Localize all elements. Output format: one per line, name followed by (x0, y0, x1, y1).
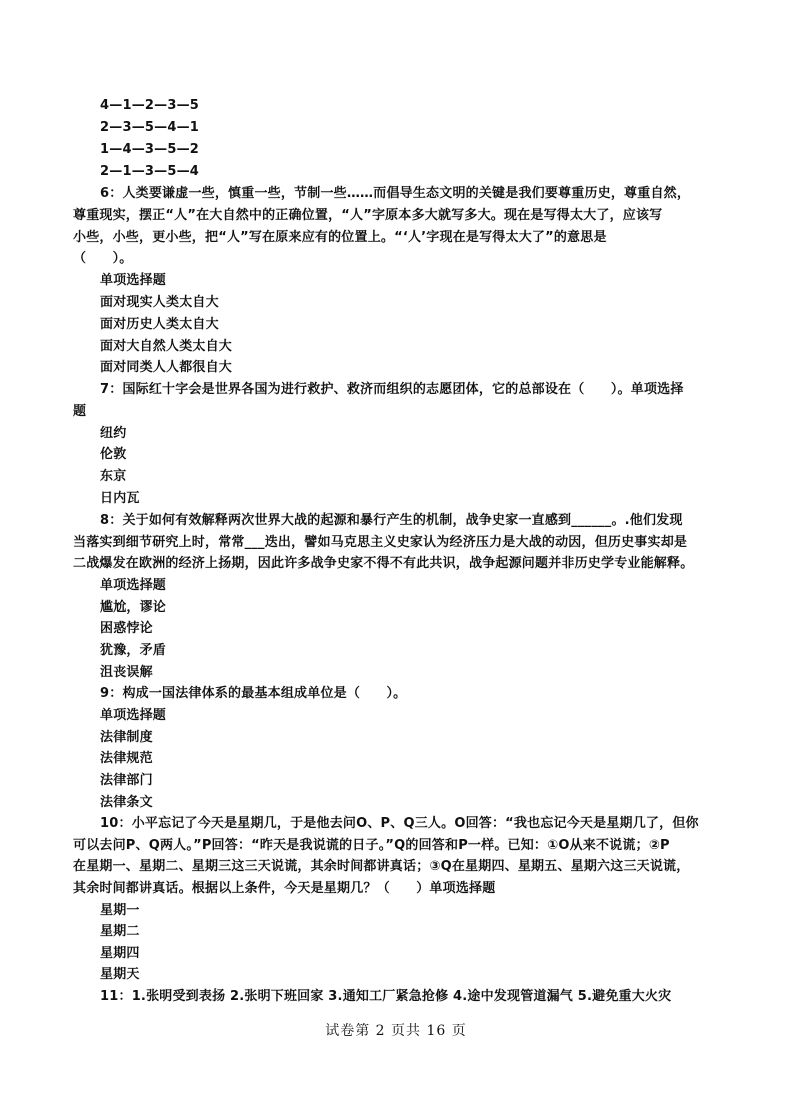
q7-text-line-1: 7：国际红十字会是世界各国为进行救护、救济而组织的志愿团体，它的总部设在（ ）。单项选择 (100, 382, 684, 397)
q7-option-c: 东京 (100, 469, 127, 484)
q8-option-b: 困惑悖论 (100, 621, 153, 636)
q7-text-line-2: 题 (73, 404, 87, 419)
q7-option-a: 纽约 (100, 426, 127, 441)
q9-type: 单项选择题 (100, 708, 167, 723)
q6-text-line-4: （ ）。 (73, 251, 133, 266)
q9-option-b: 法律规范 (100, 751, 153, 766)
q8-text-line-1: 8：关于如何有效解释两次世界大战的起源和暴行产生的机制，战争史家一直感到______。.他们发现 (100, 513, 683, 528)
q8-type: 单项选择题 (100, 578, 167, 593)
q5-option-c: 1—4—3—5—2 (100, 142, 200, 157)
q6-option-a: 面对现实人类太自大 (100, 295, 219, 310)
q5-option-b: 2—3—5—4—1 (100, 120, 200, 135)
q10-option-d: 星期天 (100, 967, 140, 982)
q8-text-line-3: 二战爆发在欧洲的经济上扬期，因此许多战争史家不得不有此共识，战争起源问题并非历史学专业能解释。 (73, 556, 694, 571)
q5-option-d: 2—1—3—5—4 (100, 164, 200, 179)
q10-option-a: 星期一 (100, 903, 140, 918)
q6-text-line-1: 6：人类要谦虚一些，慎重一些，节制一些……而倡导生态文明的关键是我们要尊重历史，尊重自然， (100, 186, 691, 201)
q5-option-a: 4—1—2—3—5 (100, 98, 200, 113)
q8-option-d: 沮丧误解 (100, 665, 153, 680)
q10-text-line-2: 可以去问P、Q两人。”P回答：“昨天是我说谎的日子。”Q的回答和P一样。已知：①O从来不说谎；②P (73, 838, 670, 853)
q6-text-line-2: 尊重现实，摆正“人”在大自然中的正确位置，“人”字原本多大就写多大。现在是写得太大了，应该写 (73, 208, 663, 223)
q7-option-b: 伦敦 (100, 447, 127, 462)
q6-type: 单项选择题 (100, 273, 167, 288)
q6-option-d: 面对同类人人都很自大 (100, 360, 233, 375)
q10-text-line-4: 其余时间都讲真话。根据以上条件，今天是星期几？（ ）单项选择题 (73, 881, 496, 896)
q8-option-a: 尴尬，谬论 (100, 600, 167, 615)
q9-option-a: 法律制度 (100, 730, 153, 745)
q6-text-line-3: 小些，小些，更小些，把“人”写在原来应有的位置上。“‘人’字现在是写得太大了”的意思是 (73, 230, 607, 245)
page-footer: 试卷第 2 页共 16 页 (325, 1023, 467, 1039)
q6-option-c: 面对大自然人类太自大 (100, 339, 233, 354)
q10-option-b: 星期二 (100, 924, 140, 939)
q10-text-line-1: 10：小平忘记了今天是星期几，于是他去问O、P、Q三人。O回答：“我也忘记今天是星期几了，但你 (100, 816, 699, 831)
q8-option-c: 犹豫，矛盾 (100, 643, 167, 658)
q10-text-line-3: 在星期一、星期二、星期三这三天说谎，其余时间都讲真话；③Q在星期四、星期五、星期六这三天说谎， (73, 859, 690, 874)
q10-option-c: 星期四 (100, 946, 140, 961)
q9-text-line-1: 9：构成一国法律体系的最基本组成单位是（ ）。 (100, 686, 407, 701)
q8-text-line-2: 当落实到细节研究上时，常常___迭出，譬如马克思主义史家认为经济压力是大战的动因，但历史事实却是 (73, 535, 688, 550)
q9-option-d: 法律条文 (100, 795, 153, 810)
q11-text-line-1: 11：1.张明受到表扬 2.张明下班回家 3.通知工厂紧急抢修 4.途中发现管道漏气 5.避免重大火灾 (100, 989, 672, 1004)
q6-option-b: 面对历史人类太自大 (100, 317, 219, 332)
q7-option-d: 日内瓦 (100, 491, 140, 506)
q9-option-c: 法律部门 (100, 773, 153, 788)
